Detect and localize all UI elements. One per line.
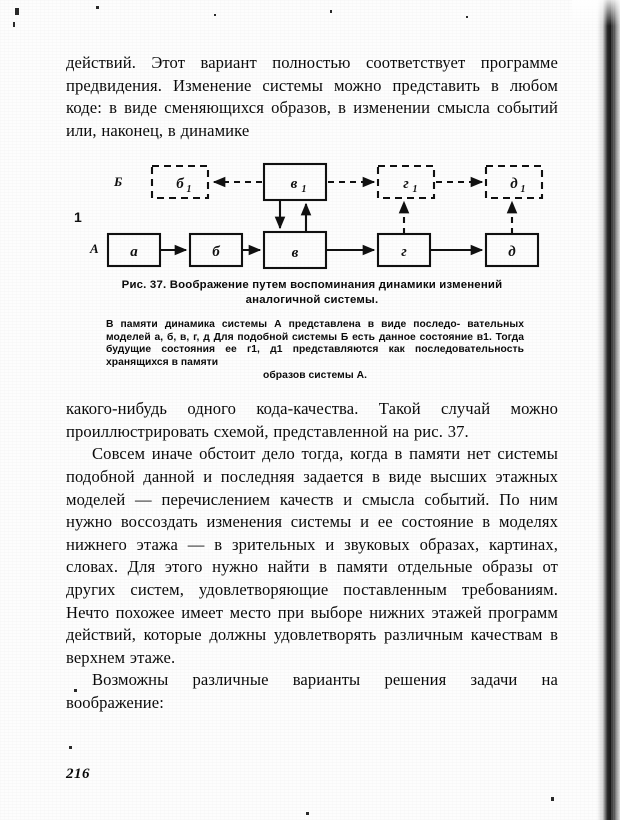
note-line-4: представляются как последовательность хранящихся в памяти — [106, 344, 524, 368]
paragraph-4: Возможны различные варианты решения задачи на воображение: — [66, 670, 558, 712]
diagram-svg — [66, 156, 558, 274]
scan-gutter-shadow — [572, 0, 620, 820]
scan-speck — [466, 16, 468, 18]
page-number: 216 — [66, 766, 90, 782]
row-label-a: А — [90, 241, 99, 257]
scan-gutter-highlight — [572, 0, 620, 26]
note-line-5: образов системы А. — [262, 369, 368, 381]
scan-speck — [96, 6, 99, 9]
box-label-g1: г — [403, 176, 409, 193]
box-label-d1: д — [510, 176, 518, 193]
box-label-a: а — [130, 244, 138, 261]
scan-speck — [15, 8, 19, 15]
box-sub-d1: 1 — [520, 184, 526, 196]
scan-speck — [306, 812, 309, 815]
box-label-g: г — [401, 244, 407, 261]
figure-37 — [66, 156, 558, 274]
box-sub-v1: 1 — [301, 184, 307, 196]
box-sub-g1: 1 — [412, 184, 418, 196]
box-label-v: в — [291, 245, 299, 262]
paragraph-2: какого-нибудь одного кода-качества. Такой случай можно проиллюстрировать схемой, представленной на рис. 37. — [66, 399, 558, 441]
scan-speck — [330, 10, 332, 13]
box-label-b1: б — [176, 176, 184, 193]
figure-caption: Рис. 37. Воображение путем воспоминания динамики изменений аналогичной системы. — [121, 279, 503, 306]
box-label-v1: в — [290, 176, 298, 193]
scan-speck — [214, 14, 216, 16]
scan-speck — [13, 22, 15, 27]
note-line-1: В памяти динамика системы А представлена в виде последо- — [106, 319, 461, 331]
scan-speck — [69, 746, 72, 749]
figure-marker-1: 1 — [74, 209, 82, 226]
note-line-3: есть данное состояние в1. Тогда будущие состояния ее г1, д1 — [106, 331, 524, 356]
spacer — [66, 382, 558, 398]
box-label-d: д — [508, 244, 516, 261]
box-label-b: б — [212, 244, 220, 261]
row-label-b-upper: Б — [114, 174, 123, 190]
figure-note — [66, 319, 558, 382]
paragraph-1: действий. Этот вариант полностью соответствует программе предвидения. Изменение системы можно представить в любом коде: в виде сменяющихся образов, в изменении смысла событий или, наконец, в динамике — [66, 53, 558, 140]
box-sub-b1: 1 — [186, 184, 192, 196]
paragraph-3: Совсем иначе обстоит дело тогда, когда в памяти нет системы подобной данной и последняя задается в виде высших этажных моделей — перечислением качеств и смысла событий. По ним нужно воссоздать изменения системы и ее состояние в моделях нижнего этажа — в зрительных и звуковых образах, картинах, словах. Для этого нужно найти в памяти отдельные образы от других систем, удовлетворяющие поставленным требованиям. Нечто похожее имеет место при выборе нижних этажей программ действий, которые должны удовлетворять различным качествам в верхнем этаже. — [66, 444, 558, 667]
note-line-2: вательных моделей а, б, в, г, д Для подобной системы Б — [106, 319, 524, 343]
scan-speck — [551, 797, 554, 801]
text-column — [66, 52, 558, 714]
